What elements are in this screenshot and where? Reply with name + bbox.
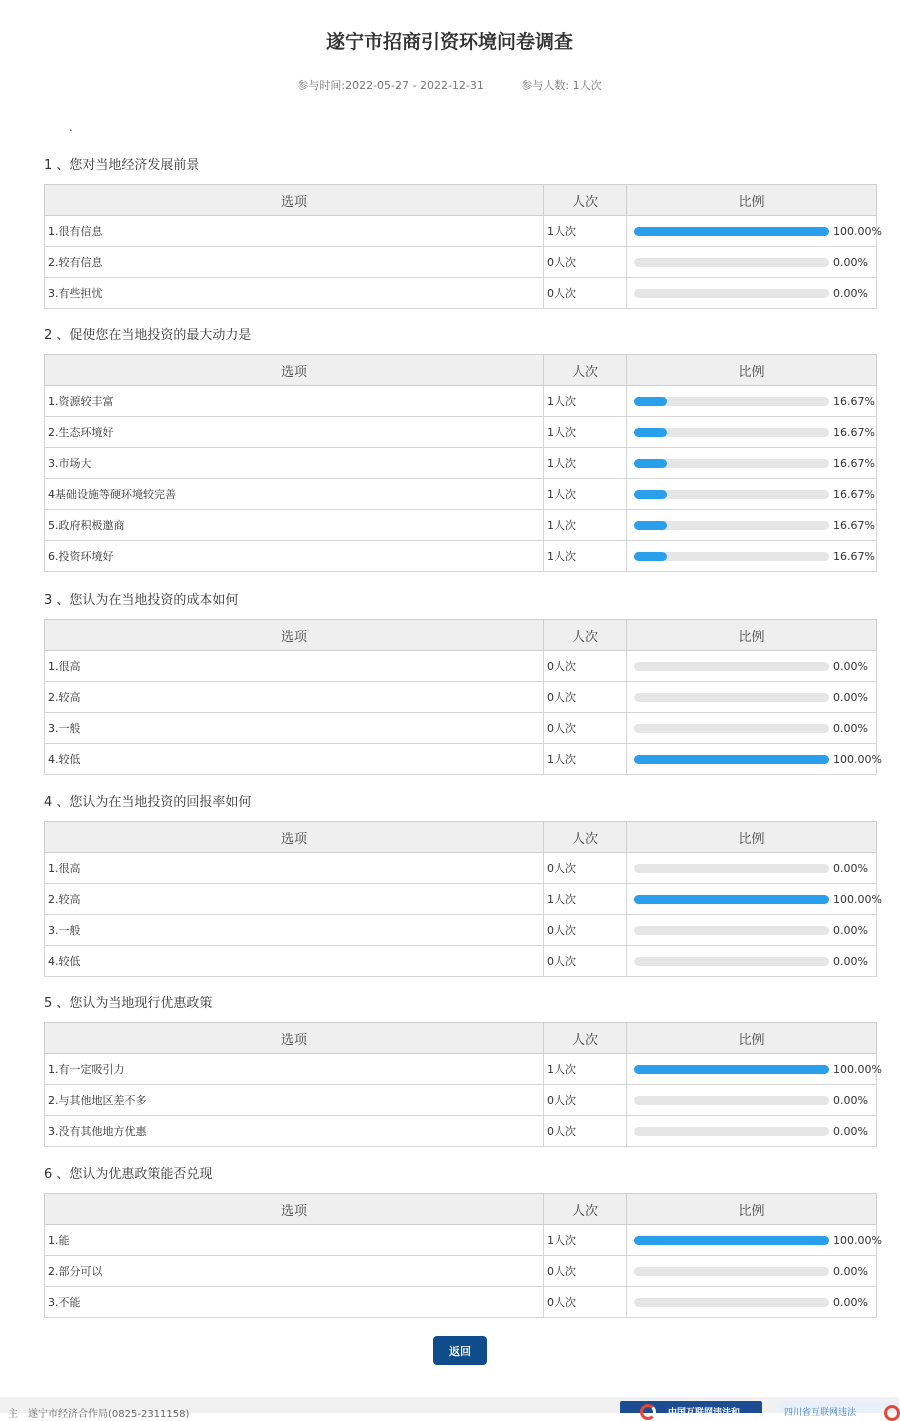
table-row xyxy=(45,853,877,884)
option-label: 1.有一定吸引力 xyxy=(45,1054,544,1085)
ratio-percent: 16.67% xyxy=(833,519,875,532)
ratio-cell xyxy=(627,884,882,915)
ratio-percent: 0.00% xyxy=(833,1265,868,1278)
option-label: 3.一般 xyxy=(45,713,544,744)
ratio-cell xyxy=(627,1116,877,1147)
progress-bar-fill xyxy=(634,227,829,236)
progress-bar-track xyxy=(634,490,829,499)
table-row xyxy=(45,1085,877,1116)
progress-bar-track xyxy=(634,258,829,267)
vote-count: 0人次 xyxy=(544,1116,627,1147)
ratio-cell xyxy=(627,915,877,946)
progress-bar-fill xyxy=(634,552,667,561)
result-table xyxy=(44,354,877,572)
option-label: 2.较高 xyxy=(45,682,544,713)
vote-count: 1人次 xyxy=(544,386,627,417)
ratio-percent: 0.00% xyxy=(833,924,868,937)
header-ratio: 比例 xyxy=(627,185,877,216)
sichuan-report-badge-label: 四川省互联网违法 xyxy=(784,1408,857,1418)
participant-count: 参与人数: 1人次 xyxy=(521,79,602,92)
ratio-cell xyxy=(627,713,877,744)
header-ratio: 比例 xyxy=(627,1194,877,1225)
table-row xyxy=(45,744,877,775)
vote-count: 1人次 xyxy=(544,510,627,541)
question-block xyxy=(44,593,882,775)
question-block xyxy=(44,158,882,309)
ratio-percent: 0.00% xyxy=(833,1125,868,1138)
vote-count: 1人次 xyxy=(544,884,627,915)
header-count: 人次 xyxy=(544,1023,627,1054)
question-title: 1 、您对当地经济发展前景 xyxy=(44,158,200,173)
header-count: 人次 xyxy=(544,822,627,853)
sichuan-report-badge[interactable] xyxy=(778,1401,899,1418)
report-badge[interactable] xyxy=(620,1401,762,1418)
ratio-percent: 16.67% xyxy=(833,426,875,439)
report-badge-label: 中国互联网违法和 xyxy=(668,1408,741,1418)
ratio-cell xyxy=(627,1054,882,1085)
progress-bar-fill xyxy=(634,1236,829,1245)
progress-bar-track xyxy=(634,926,829,935)
footer xyxy=(0,1397,899,1420)
vote-count: 1人次 xyxy=(544,1054,627,1085)
question-block xyxy=(44,1167,882,1318)
ratio-cell xyxy=(627,1085,877,1116)
vote-count: 0人次 xyxy=(544,651,627,682)
header-option: 选项 xyxy=(45,822,544,853)
ratio-cell xyxy=(627,651,877,682)
ratio-cell xyxy=(627,479,877,510)
progress-bar-fill xyxy=(634,521,667,530)
option-label: 1.资源较丰富 xyxy=(45,386,544,417)
progress-bar-track xyxy=(634,227,829,236)
result-table xyxy=(44,1022,882,1147)
table-header-row xyxy=(45,355,877,386)
ratio-cell xyxy=(627,278,877,309)
ratio-percent: 0.00% xyxy=(833,287,868,300)
ratio-cell xyxy=(627,417,877,448)
table-row xyxy=(45,417,877,448)
vote-count: 1人次 xyxy=(544,216,627,247)
header-count: 人次 xyxy=(544,620,627,651)
option-label: 2.较有信息 xyxy=(45,247,544,278)
vote-count: 0人次 xyxy=(544,853,627,884)
header-ratio: 比例 xyxy=(627,355,877,386)
table-row xyxy=(45,216,877,247)
ratio-percent: 0.00% xyxy=(833,1296,868,1309)
option-label: 4.较低 xyxy=(45,946,544,977)
table-row xyxy=(45,1287,877,1318)
progress-bar-track xyxy=(634,1096,829,1105)
ratio-percent: 16.67% xyxy=(833,395,875,408)
progress-bar-track xyxy=(634,1065,829,1074)
ratio-cell xyxy=(627,946,877,977)
option-label: 1.很高 xyxy=(45,853,544,884)
header-count: 人次 xyxy=(544,185,627,216)
header-option: 选项 xyxy=(45,355,544,386)
ratio-cell xyxy=(627,682,877,713)
result-table xyxy=(44,1193,882,1318)
vote-count: 1人次 xyxy=(544,479,627,510)
question-block xyxy=(44,996,882,1147)
option-label: 5.政府积极邀商 xyxy=(45,510,544,541)
vote-count: 1人次 xyxy=(544,417,627,448)
ratio-percent: 0.00% xyxy=(833,1094,868,1107)
table-header-row xyxy=(45,1194,877,1225)
progress-bar-track xyxy=(634,1267,829,1276)
question-title: 3 、您认为在当地投资的成本如何 xyxy=(44,593,239,608)
table-row xyxy=(45,713,877,744)
vote-count: 0人次 xyxy=(544,915,627,946)
report-logo-icon xyxy=(640,1404,656,1420)
header-ratio: 比例 xyxy=(627,620,877,651)
table-row xyxy=(45,651,877,682)
ratio-percent: 0.00% xyxy=(833,862,868,875)
vote-count: 0人次 xyxy=(544,946,627,977)
ratio-percent: 16.67% xyxy=(833,457,875,470)
header-option: 选项 xyxy=(45,1194,544,1225)
ratio-cell xyxy=(627,541,877,572)
vote-count: 1人次 xyxy=(544,448,627,479)
option-label: 2.部分可以 xyxy=(45,1256,544,1287)
progress-bar-track xyxy=(634,521,829,530)
table-row xyxy=(45,1054,877,1085)
vote-count: 0人次 xyxy=(544,1085,627,1116)
option-label: 3.没有其他地方优惠 xyxy=(45,1116,544,1147)
ratio-cell xyxy=(627,1287,877,1318)
header-count: 人次 xyxy=(544,1194,627,1225)
progress-bar-track xyxy=(634,428,829,437)
table-row xyxy=(45,1256,877,1287)
vote-count: 1人次 xyxy=(544,541,627,572)
progress-bar-track xyxy=(634,693,829,702)
table-row xyxy=(45,541,877,572)
question-block xyxy=(44,795,882,977)
ratio-cell xyxy=(627,216,882,247)
progress-bar-fill xyxy=(634,428,667,437)
progress-bar-track xyxy=(634,895,829,904)
vote-count: 0人次 xyxy=(544,1256,627,1287)
progress-bar-track xyxy=(634,724,829,733)
ratio-cell xyxy=(627,510,877,541)
table-row xyxy=(45,479,877,510)
progress-bar-track xyxy=(634,864,829,873)
vote-count: 1人次 xyxy=(544,744,627,775)
option-label: 1.很高 xyxy=(45,651,544,682)
ratio-percent: 0.00% xyxy=(833,256,868,269)
table-row xyxy=(45,448,877,479)
survey-meta xyxy=(0,78,899,94)
progress-bar-fill xyxy=(634,397,667,406)
option-label: 3.不能 xyxy=(45,1287,544,1318)
option-label: 1.很有信息 xyxy=(45,216,544,247)
table-header-row xyxy=(45,185,877,216)
table-row xyxy=(45,386,877,417)
table-header-row xyxy=(45,822,877,853)
ratio-percent: 100.00% xyxy=(833,1234,882,1247)
ratio-cell xyxy=(627,386,877,417)
table-row xyxy=(45,247,877,278)
ratio-cell xyxy=(627,744,882,775)
table-row xyxy=(45,946,877,977)
progress-bar-fill xyxy=(634,1065,829,1074)
ratio-cell xyxy=(627,1256,877,1287)
table-header-row xyxy=(45,1023,877,1054)
table-row xyxy=(45,1225,877,1256)
ratio-percent: 0.00% xyxy=(833,660,868,673)
vote-count: 0人次 xyxy=(544,278,627,309)
ratio-cell xyxy=(627,448,877,479)
ratio-percent: 0.00% xyxy=(833,722,868,735)
question-block xyxy=(44,328,876,572)
vote-count: 0人次 xyxy=(544,682,627,713)
ratio-percent: 0.00% xyxy=(833,955,868,968)
progress-bar-fill xyxy=(634,459,667,468)
header-count: 人次 xyxy=(544,355,627,386)
sichuan-report-logo-icon xyxy=(884,1405,900,1421)
progress-bar-fill xyxy=(634,490,667,499)
footer-text: 主 遂宁市经济合作局(0825-2311158) xyxy=(8,1409,190,1420)
vote-count: 0人次 xyxy=(544,1287,627,1318)
back-button[interactable]: 返回 xyxy=(433,1336,487,1365)
header-option: 选项 xyxy=(45,1023,544,1054)
progress-bar-track xyxy=(634,1298,829,1307)
ratio-percent: 100.00% xyxy=(833,893,882,906)
participation-time: 参与时间:2022-05-27 - 2022-12-31 xyxy=(297,79,484,92)
option-label: 2.与其他地区差不多 xyxy=(45,1085,544,1116)
table-row xyxy=(45,884,877,915)
option-label: 1.能 xyxy=(45,1225,544,1256)
progress-bar-track xyxy=(634,957,829,966)
ratio-percent: 100.00% xyxy=(833,225,882,238)
ratio-percent: 0.00% xyxy=(833,691,868,704)
ratio-cell xyxy=(627,247,877,278)
table-header-row xyxy=(45,620,877,651)
result-table xyxy=(44,619,882,775)
option-label: 6.投资环境好 xyxy=(45,541,544,572)
table-row xyxy=(45,278,877,309)
option-label: 3.有些担忧 xyxy=(45,278,544,309)
progress-bar-track xyxy=(634,1236,829,1245)
header-ratio: 比例 xyxy=(627,822,877,853)
intro-text: . xyxy=(69,120,73,134)
table-row xyxy=(45,1116,877,1147)
option-label: 3.一般 xyxy=(45,915,544,946)
option-label: 4基础设施等硬环境较完善 xyxy=(45,479,544,510)
ratio-cell xyxy=(627,853,877,884)
question-title: 6 、您认为优惠政策能否兑现 xyxy=(44,1167,213,1182)
vote-count: 0人次 xyxy=(544,247,627,278)
ratio-percent: 16.67% xyxy=(833,550,875,563)
result-table xyxy=(44,821,882,977)
progress-bar-fill xyxy=(634,755,829,764)
progress-bar-track xyxy=(634,1127,829,1136)
table-row xyxy=(45,915,877,946)
progress-bar-track xyxy=(634,397,829,406)
option-label: 2.生态环境好 xyxy=(45,417,544,448)
option-label: 3.市场大 xyxy=(45,448,544,479)
progress-bar-track xyxy=(634,552,829,561)
vote-count: 1人次 xyxy=(544,1225,627,1256)
progress-bar-track xyxy=(634,755,829,764)
progress-bar-track xyxy=(634,459,829,468)
question-title: 2 、促使您在当地投资的最大动力是 xyxy=(44,328,252,343)
ratio-cell xyxy=(627,1225,882,1256)
vote-count: 0人次 xyxy=(544,713,627,744)
ratio-percent: 100.00% xyxy=(833,1063,882,1076)
option-label: 2.较高 xyxy=(45,884,544,915)
header-option: 选项 xyxy=(45,185,544,216)
page-title: 遂宁市招商引资环境问卷调查 xyxy=(325,31,573,53)
header-ratio: 比例 xyxy=(627,1023,877,1054)
header-option: 选项 xyxy=(45,620,544,651)
result-table xyxy=(44,184,882,309)
progress-bar-track xyxy=(634,662,829,671)
option-label: 4.较低 xyxy=(45,744,544,775)
ratio-percent: 100.00% xyxy=(833,753,882,766)
question-title: 5 、您认为当地现行优惠政策 xyxy=(44,996,213,1011)
table-row xyxy=(45,510,877,541)
progress-bar-track xyxy=(634,289,829,298)
progress-bar-fill xyxy=(634,895,829,904)
question-title: 4 、您认为在当地投资的回报率如何 xyxy=(44,795,252,810)
ratio-percent: 16.67% xyxy=(833,488,875,501)
table-row xyxy=(45,682,877,713)
